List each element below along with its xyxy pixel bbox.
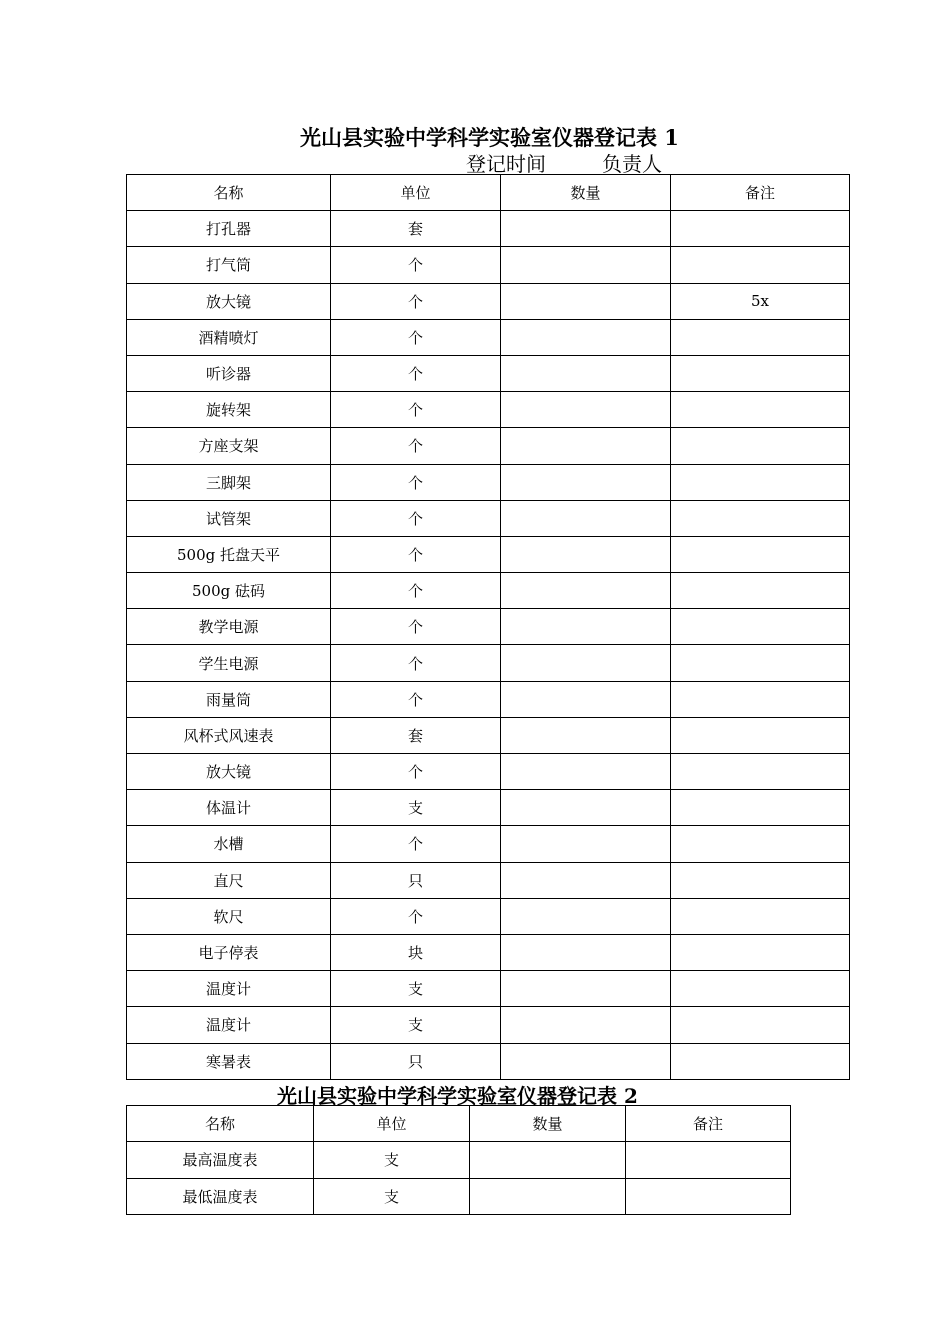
table-cell: 个 — [331, 826, 501, 862]
table-row — [127, 211, 850, 247]
table-cell: 风杯式风速表 — [127, 717, 331, 753]
table-cell: 体温计 — [127, 790, 331, 826]
table-cell: 只 — [331, 862, 501, 898]
column-header: 数量 — [470, 1106, 626, 1142]
table-cell: 方座支架 — [127, 428, 331, 464]
table-row — [127, 826, 850, 862]
column-header: 名称 — [127, 175, 331, 211]
table-header-row — [127, 1106, 791, 1142]
table-cell: 个 — [331, 898, 501, 934]
table-cell — [501, 573, 671, 609]
table-cell: 个 — [331, 500, 501, 536]
table-row — [127, 1178, 791, 1214]
table-cell — [671, 717, 850, 753]
table-cell — [671, 645, 850, 681]
table-cell: 个 — [331, 573, 501, 609]
table-row — [127, 428, 850, 464]
table-cell — [501, 464, 671, 500]
table-cell: 个 — [331, 754, 501, 790]
table-row — [127, 609, 850, 645]
table-cell — [501, 826, 671, 862]
table-cell: 旋转架 — [127, 392, 331, 428]
table-cell — [671, 319, 850, 355]
table-cell — [501, 609, 671, 645]
table-cell: 打孔器 — [127, 211, 331, 247]
table-cell — [501, 934, 671, 970]
table-cell — [501, 1043, 671, 1079]
table-row — [127, 790, 850, 826]
table-row — [127, 898, 850, 934]
table-cell: 个 — [331, 283, 501, 319]
table-cell — [501, 862, 671, 898]
column-header: 数量 — [501, 175, 671, 211]
table-cell — [671, 862, 850, 898]
table-cell: 放大镜 — [127, 283, 331, 319]
registration-time-label: 登记时间 — [466, 152, 546, 176]
table-cell: 支 — [314, 1142, 470, 1178]
table-cell — [501, 392, 671, 428]
table-row — [127, 319, 850, 355]
table-cell — [501, 645, 671, 681]
table-cell: 最低温度表 — [127, 1178, 314, 1214]
table-cell: 雨量筒 — [127, 681, 331, 717]
table-cell: 个 — [331, 319, 501, 355]
table-row — [127, 500, 850, 536]
table-cell — [671, 790, 850, 826]
table-cell: 个 — [331, 645, 501, 681]
table-cell — [470, 1178, 626, 1214]
table-cell — [671, 536, 850, 572]
table-cell: 个 — [331, 355, 501, 391]
table-cell: 支 — [331, 971, 501, 1007]
column-header: 备注 — [626, 1106, 791, 1142]
table-cell — [501, 355, 671, 391]
table-cell — [671, 1043, 850, 1079]
table-cell: 教学电源 — [127, 609, 331, 645]
table-row — [127, 1043, 850, 1079]
table-cell — [671, 355, 850, 391]
table-cell: 500g 砝码 — [127, 573, 331, 609]
table1-title: 光山县实验中学科学实验室仪器登记表 1 — [300, 125, 679, 150]
table-cell — [501, 211, 671, 247]
table-cell: 500g 托盘天平 — [127, 536, 331, 572]
table-cell — [671, 573, 850, 609]
instrument-table-1 — [126, 174, 850, 1080]
table-cell — [671, 609, 850, 645]
table-row — [127, 573, 850, 609]
table-cell — [501, 681, 671, 717]
table-cell — [501, 754, 671, 790]
table-row — [127, 355, 850, 391]
table-row — [127, 1142, 791, 1178]
table-cell — [671, 247, 850, 283]
table-header-row — [127, 175, 850, 211]
table-cell — [671, 934, 850, 970]
table-cell — [671, 754, 850, 790]
table-cell: 温度计 — [127, 1007, 331, 1043]
table-cell: 个 — [331, 609, 501, 645]
table-cell — [501, 319, 671, 355]
table-cell — [501, 428, 671, 464]
table-row — [127, 392, 850, 428]
table-cell: 个 — [331, 428, 501, 464]
table-cell: 打气筒 — [127, 247, 331, 283]
table-cell: 电子停表 — [127, 934, 331, 970]
table-cell — [671, 898, 850, 934]
table-cell — [671, 464, 850, 500]
table-cell: 酒精喷灯 — [127, 319, 331, 355]
table-cell: 个 — [331, 681, 501, 717]
table-cell: 5x — [671, 283, 850, 319]
table-cell — [671, 428, 850, 464]
table-cell: 三脚架 — [127, 464, 331, 500]
column-header: 单位 — [331, 175, 501, 211]
instrument-table-2 — [126, 1105, 791, 1215]
table-row — [127, 536, 850, 572]
table-row — [127, 464, 850, 500]
table-cell: 直尺 — [127, 862, 331, 898]
table-cell: 学生电源 — [127, 645, 331, 681]
table-row — [127, 1007, 850, 1043]
table-cell: 温度计 — [127, 971, 331, 1007]
table-cell — [501, 790, 671, 826]
table2-title: 光山县实验中学科学实验室仪器登记表 2 — [277, 1084, 638, 1108]
table-cell: 个 — [331, 536, 501, 572]
table-cell: 套 — [331, 717, 501, 753]
table-cell: 个 — [331, 464, 501, 500]
table-row — [127, 971, 850, 1007]
table-cell — [671, 681, 850, 717]
table-cell — [671, 1007, 850, 1043]
table-cell — [671, 826, 850, 862]
table-cell: 个 — [331, 392, 501, 428]
column-header: 单位 — [314, 1106, 470, 1142]
table-cell — [501, 971, 671, 1007]
table-cell — [671, 500, 850, 536]
table-row — [127, 645, 850, 681]
registration-info — [466, 148, 662, 177]
table-cell: 套 — [331, 211, 501, 247]
table-cell: 支 — [314, 1178, 470, 1214]
table-cell — [470, 1142, 626, 1178]
table-cell — [501, 898, 671, 934]
table-cell: 寒暑表 — [127, 1043, 331, 1079]
responsible-person-label: 负责人 — [602, 152, 662, 176]
table-row — [127, 681, 850, 717]
table-cell — [501, 536, 671, 572]
table-row — [127, 283, 850, 319]
table-cell: 水槽 — [127, 826, 331, 862]
table-row — [127, 247, 850, 283]
table-row — [127, 754, 850, 790]
table-cell — [671, 211, 850, 247]
table-cell: 听诊器 — [127, 355, 331, 391]
table-cell: 试管架 — [127, 500, 331, 536]
table-cell — [626, 1178, 791, 1214]
table-cell — [501, 283, 671, 319]
table-row — [127, 934, 850, 970]
table-cell: 支 — [331, 1007, 501, 1043]
table-cell: 块 — [331, 934, 501, 970]
table-cell — [501, 1007, 671, 1043]
table-row — [127, 717, 850, 753]
table-cell: 放大镜 — [127, 754, 331, 790]
table-cell: 最高温度表 — [127, 1142, 314, 1178]
table-cell — [671, 392, 850, 428]
table-cell — [501, 500, 671, 536]
table-cell: 只 — [331, 1043, 501, 1079]
table-cell — [626, 1142, 791, 1178]
table-cell: 软尺 — [127, 898, 331, 934]
table-cell: 支 — [331, 790, 501, 826]
table-cell — [671, 971, 850, 1007]
column-header: 名称 — [127, 1106, 314, 1142]
table-cell: 个 — [331, 247, 501, 283]
table-cell — [501, 247, 671, 283]
column-header: 备注 — [671, 175, 850, 211]
table-row — [127, 862, 850, 898]
table-cell — [501, 717, 671, 753]
